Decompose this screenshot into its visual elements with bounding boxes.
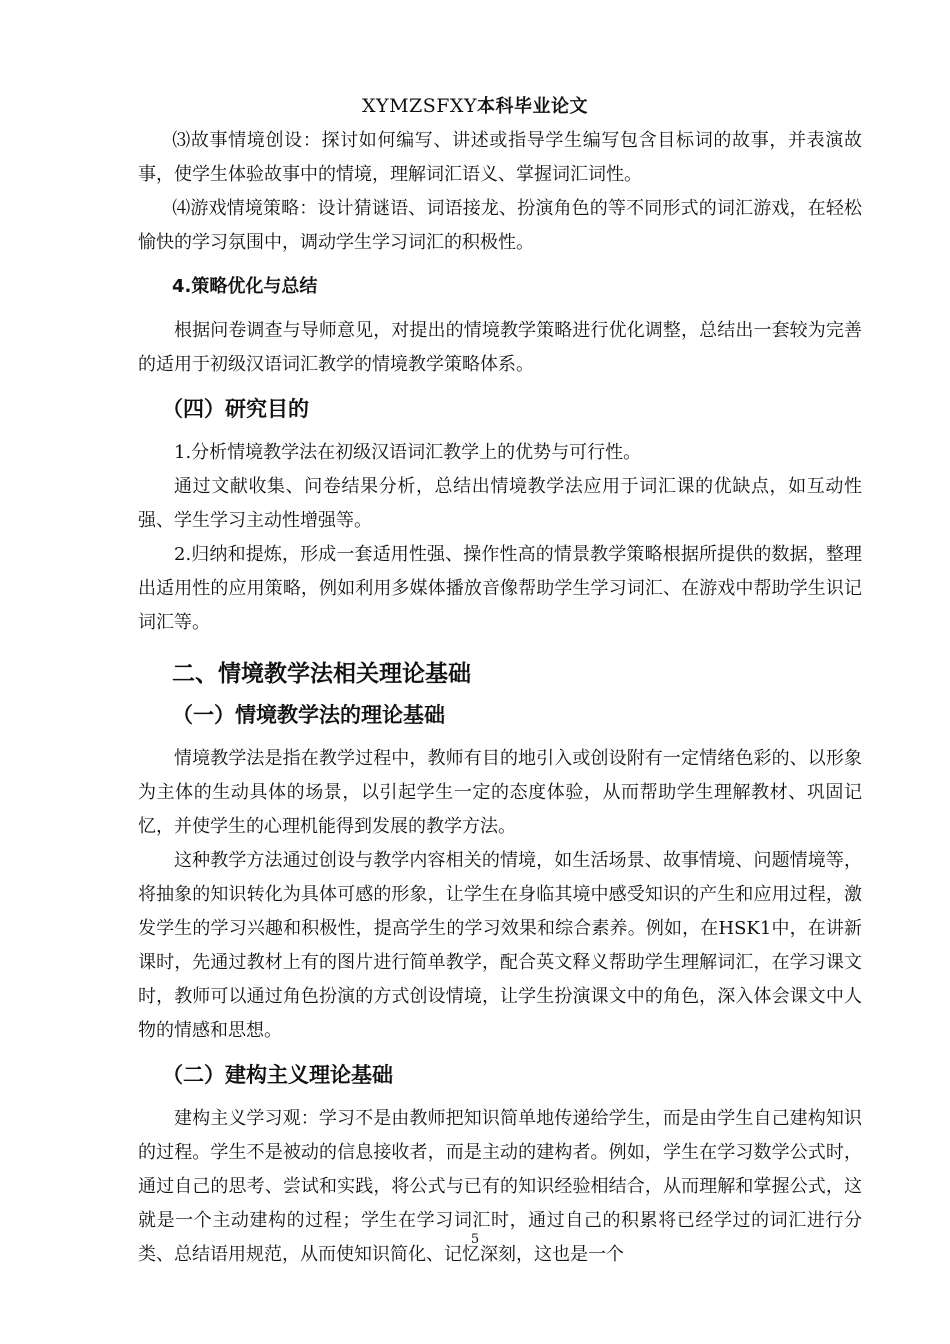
heading-research-purpose: （四）研究目的	[162, 397, 309, 421]
paragraph-story-scenario: ⑶故事情境创设：探讨如何编写、讲述或指导学生编写包含目标词的故事，并表演故事，使学生体验故事中的情境，理解词汇语义、掌握词汇词性。	[138, 130, 862, 185]
page-body	[138, 124, 862, 1272]
heading-theory-1: （一）情境教学法的理论基础	[172, 703, 445, 727]
paragraph-theory-1-example: 这种教学方法通过创设与教学内容相关的情境，如生活场景、故事情境、问题情境等，将抽象的知识转化为具体可感的形象，让学生在身临其境中感受知识的产生和应用过程，激发学生的学习兴趣和积极性，提高学生的学习效果和综合素养。例如，在HSK1中，在讲新课时，先通过教材上有的图片进行简单教学，配合英文释义帮助学生理解词汇，在学习课文时，教师可以通过角色扮演的方式创设情境，让学生扮演课文中的角色，深入体会课文中人物的情感和思想。	[138, 850, 862, 1041]
header-chinese: 本科毕业论文	[477, 96, 588, 117]
paragraph-purpose-1-detail: 通过文献收集、问卷结果分析，总结出情境教学法应用于词汇课的优缺点，如互动性强、学生学习主动性增强等。	[138, 476, 862, 531]
heading-theory-2: （二）建构主义理论基础	[162, 1063, 393, 1087]
paragraph-constructivism: 建构主义学习观：学习不是由教师把知识简单地传递给学生，而是由学生自己建构知识的过程。学生不是被动的信息接收者，而是主动的建构者。例如，学生在学习数学公式时，通过自己的思考、尝试和实践，将公式与已有的知识经验相结合，从而理解和掌握公式，这就是一个主动建构的过程；学生在学习词汇时，通过自己的积累将已经学过的词汇进行分类、总结语用规范，从而使知识简化、记忆深刻，这也是一个	[138, 1108, 862, 1265]
paragraph-purpose-2: 2.归纳和提炼，形成一套适用性强、操作性高的情景教学策略根据所提供的数据，整理出适用性的应用策略，例如利用多媒体播放音像帮助学生学习词汇、在游戏中帮助学生识记词汇等。	[138, 544, 862, 633]
heading-strategy-optimization: 4.策略优化与总结	[172, 276, 318, 297]
paragraph-game-strategy: ⑷游戏情境策略：设计猜谜语、词语接龙、扮演角色的等不同形式的词汇游戏，在轻松愉快的学习氛围中，调动学生学习词汇的积极性。	[138, 198, 862, 253]
page-header	[0, 92, 950, 118]
page-number: 5	[470, 1232, 480, 1247]
paragraph-theory-1-definition: 情境教学法是指在教学过程中，教师有目的地引入或创设附有一定情绪色彩的、以形象为主体的生动具体的场景，以引起学生一定的态度体验，从而帮助学生理解教材、巩固记忆，并使学生的心理机能得到发展的教学方法。	[138, 748, 862, 837]
heading-chapter-2: 二、情境教学法相关理论基础	[172, 661, 471, 687]
paragraph-optimization: 根据问卷调查与导师意见，对提出的情境教学策略进行优化调整，总结出一套较为完善的适用于初级汉语词汇教学的情境教学策略体系。	[138, 320, 862, 375]
header-latin: XYMZSFXY	[362, 95, 477, 117]
paragraph-purpose-1: 1.分析情境教学法在初级汉语词汇教学上的优势与可行性。	[174, 442, 642, 463]
